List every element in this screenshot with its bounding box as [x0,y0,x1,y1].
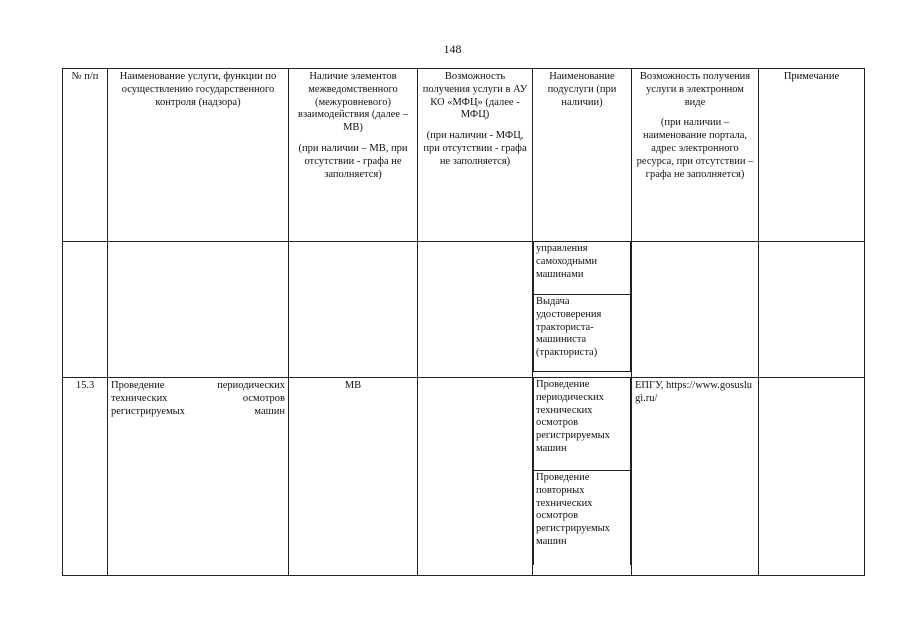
row-num [63,242,108,378]
header-subservice: Наименование подуслуги (при наличии) [533,69,632,242]
header-mv [289,69,418,242]
row-mfc [418,378,533,576]
page-number: 148 [443,42,462,56]
subservice-item: Выдача удостоверения тракториста-машиниста (тракториста) [533,295,631,372]
row-mv [289,242,418,378]
row-subservices [533,378,632,576]
header-electronic-note: (при наличии – наименование портала, адрес электронного ресурса, при отсутствии – графа не заполняется) [636,117,754,180]
row-electronic [632,242,759,378]
row-electronic: ЕПГУ, https://www.gosuslugi.ru/ [632,378,759,576]
row-subservices [533,242,632,378]
header-service-name: Наименование услуги, функции по осуществлению государственного контроля (надзора) [108,69,289,242]
header-mfc-main: Возможность получения услуги в АУ КО «МФЦ» (далее - МФЦ) [422,71,528,121]
header-electronic-main: Возможность получения услуги в электронном виде [639,71,751,108]
table-row [63,378,865,576]
row-num: 15.3 [63,378,108,576]
header-mv-note: (при наличии – МВ, при отсутствии - графа не заполняется) [298,142,408,180]
header-mfc [418,69,533,242]
header-note: Примечание [759,69,865,242]
row-service [108,242,289,378]
row-service: Проведение периодических технических осмотров регистрируемых машин [108,378,289,576]
row-note [759,378,865,576]
header-mfc-note: (при наличии - МФЦ, при отсутствии - графа не заполняется) [423,130,527,167]
row-note [759,242,865,378]
subservice-item: Проведение периодических технических осмотров регистрируемых машин [533,378,631,471]
table-row [63,242,865,378]
services-table [62,68,865,576]
row-mfc [418,242,533,378]
row-mv: МВ [289,378,418,576]
subservice-item: управления самоходными машинами [533,242,631,295]
header-num: № п/п [63,69,108,242]
table-header-row [63,69,865,242]
subservice-item: Проведение повторных технических осмотров регистрируемых машин [533,471,631,565]
header-mv-main: Наличие элементов межведомственного (межуровневого) взаимодействия (далее – МВ) [298,71,408,134]
header-electronic [632,69,759,242]
